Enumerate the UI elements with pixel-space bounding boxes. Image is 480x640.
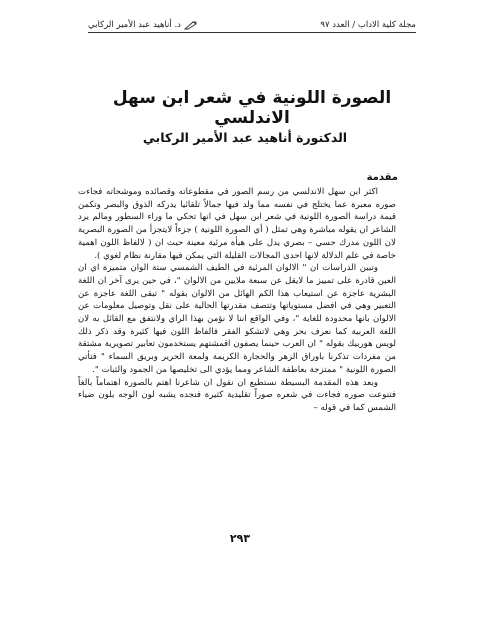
paragraph: وتبين الدراسات ان " الالوان المرئية في الطيف الشمسي ستة الوان متميزة اي ان العين قادرة على تمييز ما لايقل عن سبعة ملايين من الالوان "، في حين يرى آخر ان اللغة البشرية عاجزة عن استيعاب هذا الكم الهائل من الالوان بقوله " تبقى اللغة عاجزة عن التعبير وهي في افضل مستوياتها وتتصف مقدرتها الحالية على نقل وتوصيل معلومات عن الالوان بانها محدودة للغاية "، وفي الواقع اننا لا نؤمن بهذا الراي ولانتفق مع القائل به لان اللغة العربية كما نعرف بحر وهي لاتشكو الفقر فالفاظ اللون فيها كثيرة وقد ذكر ذلك لويس هوربيك بقوله " ان العرب حينما يصفون اقمشتهم يستخدمون تعابير تصويرية مشتقة من مفردات تذكرنا باوراق الزهر والحجارة الكريمة ولمعة الحرير وبريق السماء " فتأتي الصورة اللونية " ممتزجة بعاطفة الشاعر ومما يؤدي الى تخليصها من الجمود والثبات ".	[78, 263, 396, 375]
header-author: د. أناهيد عبد الأمير الركابي	[88, 20, 181, 30]
article-title: الصورة اللونية في شعر ابن سهل الاندلسي	[112, 88, 392, 128]
running-header	[88, 10, 416, 30]
body-text	[78, 186, 396, 415]
paragraph: اكثر ابن سهل الاندلسي من رسم الصور في مقطوعاته وقصائده وموشحاته فجاءت صوره معبرة عما يختلج في نفسه مما ولد فيها جمالاً تلقائيا يدركه الذوق والبصر وتكمن قيمة دراسة الصورة اللونية في شعر ابن سهل في انها تحكي ما وراء السطور ومالم يرد الشاعر ان يقوله مباشرة وهي تمثل ( أي الصورة اللونية ) جزءاً لايتجزأ من الصورة البصرية لان اللون مدرك حسي – بصري يدل على هيأة مرئية معينة حيث ان ( لالفاظ اللون اهمية خاصة في علم الدلالة لانها احدى المجالات القليلة التي يمكن فيها مقارنة نظام لغوي ).	[78, 187, 396, 261]
page-number: ٢٩٣	[229, 532, 251, 545]
header-rule	[88, 32, 416, 33]
pen-icon	[184, 20, 198, 30]
paragraph: وبعد هذه المقدمة البسيطة نستطيع ان نقول ان شاعرنا اهتم بالصورة اهتماماً بالغاً فتنوعت صوره فجاءت في شعره صوراً تقليدية كثيرة فنجده يشبه لون الوجه بلون ضياء الشمس كما في قوله –	[78, 377, 396, 413]
journal-name: مجلة كلية الاداب / العدد ٩٧	[320, 20, 416, 30]
author-byline: الدكتورة أناهيد عبد الأمير الركابي	[142, 130, 348, 145]
header-author-group	[88, 20, 198, 30]
section-heading: مقدمة	[366, 172, 398, 183]
